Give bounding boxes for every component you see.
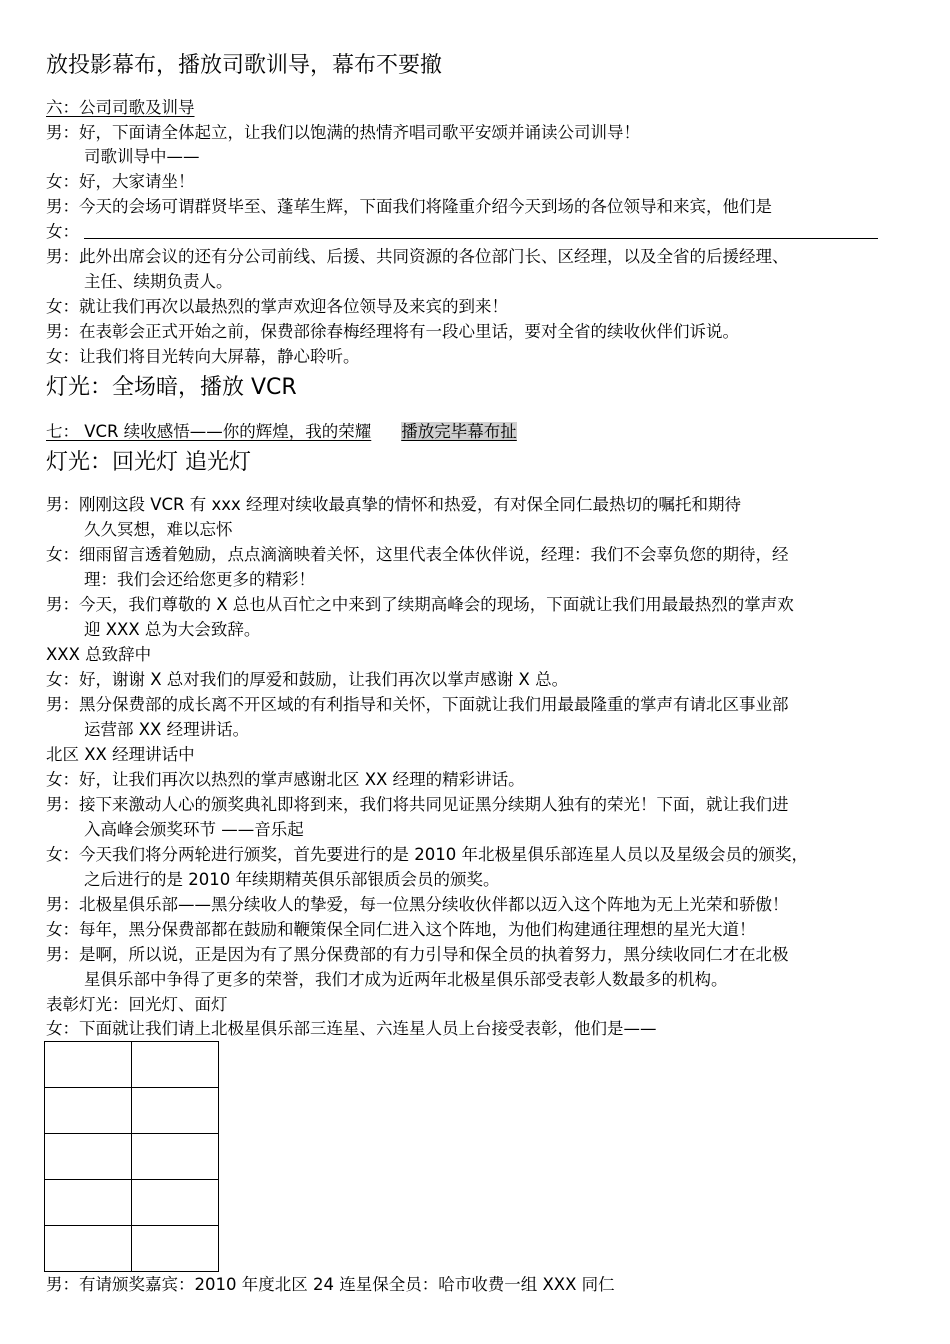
table-cell: [45, 1134, 132, 1180]
table-row: [45, 1042, 219, 1088]
script-line: 男：此外出席会议的还有分公司前线、后援、共同资源的各位部门长、区经理，以及全省的后援经理、: [46, 247, 789, 266]
table-cell: [45, 1180, 132, 1226]
table-cell: [132, 1088, 219, 1134]
table-cell: [45, 1042, 132, 1088]
section-7-title: 七： VCR 续收感悟——你的辉煌，我的荣耀: [46, 422, 372, 441]
script-line-continued: 主任、续期负责人。: [84, 272, 233, 291]
script-line: 女：就让我们再次以最热烈的掌声欢迎各位领导及来宾的到来！: [46, 297, 508, 316]
script-line: 女：今天我们将分两轮进行颁奖，首先要进行的是 2010 年北极星俱乐部连星人员以及星级会员的颁奖，: [46, 845, 808, 864]
section-7-heading: [46, 420, 517, 444]
blank-fill-line: [84, 238, 878, 239]
script-line: 女：: [46, 222, 79, 241]
table-cell: [132, 1180, 219, 1226]
script-line: 女：每年，黑分保费部都在鼓励和鞭策保全同仁进入这个阵地，为他们构建通往理想的星光大道！: [46, 920, 756, 939]
script-line: 女：好，大家请坐！: [46, 172, 195, 191]
table-row: [45, 1088, 219, 1134]
table-cell: [45, 1088, 132, 1134]
table-row: [45, 1226, 219, 1272]
table-row: [45, 1180, 219, 1226]
script-line-continued: 久久冥想，难以忘怀: [84, 520, 233, 539]
table-cell: [132, 1134, 219, 1180]
script-line-continued: 运营部 XX 经理讲话。: [84, 720, 250, 739]
script-line: 男：北极星俱乐部——黑分续收人的挚爱，每一位黑分续收伙伴都以迈入这个阵地为无上光荣和骄傲！: [46, 895, 789, 914]
script-line: 男：接下来激动人心的颁奖典礼即将到来，我们将共同见证黑分续期人独有的荣光！下面，就让我们进: [46, 795, 789, 814]
script-line-continued: 入高峰会颁奖环节 ——音乐起: [84, 820, 304, 839]
script-line: 男：有请颁奖嘉宾：2010 年度北区 24 连星保全员：哈市收费一组 XXX 同仁: [46, 1275, 615, 1294]
script-line: 女：让我们将目光转向大屏幕，静心聆听。: [46, 347, 360, 366]
script-line: 男：好，下面请全体起立，让我们以饱满的热情齐唱司歌平安颂并诵读公司训导！: [46, 123, 640, 142]
awardee-name-grid: [44, 1041, 219, 1272]
stage-direction-projection: 放投影幕布，播放司歌训导，幕布不要撤: [46, 53, 443, 78]
script-line: 女：好，谢谢 X 总对我们的厚爱和鼓励，让我们再次以掌声感谢 X 总。: [46, 670, 569, 689]
script-line-continued: 之后进行的是 2010 年续期精英俱乐部银质会员的颁奖。: [84, 870, 500, 889]
script-line: 男：黑分保费部的成长离不开区域的有利指导和关怀，下面就让我们用最最隆重的掌声有请北区事业部: [46, 695, 789, 714]
stage-note: 司歌训导中——: [84, 147, 200, 166]
stage-direction-lighting: 灯光：全场暗，播放 VCR: [46, 375, 297, 400]
stage-note: 北区 XX 经理讲话中: [46, 745, 195, 764]
script-line: 女：好，让我们再次以热烈的掌声感谢北区 XX 经理的精彩讲话。: [46, 770, 525, 789]
stage-direction-lighting: 表彰灯光：回光灯、面灯: [46, 995, 228, 1014]
section-7-highlight: 播放完毕幕布扯: [401, 422, 517, 441]
script-line: 男：今天，我们尊敬的 X 总也从百忙之中来到了续期高峰会的现场，下面就让我们用最最热烈的掌声欢: [46, 595, 794, 614]
table-cell: [45, 1226, 132, 1272]
stage-direction-lighting: 灯光：回光灯 追光灯: [46, 450, 251, 475]
table-cell: [132, 1226, 219, 1272]
script-line: 男：刚刚这段 VCR 有 xxx 经理对续收最真挚的情怀和热爱，有对保全同仁最热切的嘱托和期待: [46, 495, 742, 514]
section-6-title: 六：公司司歌及训导: [46, 98, 195, 117]
script-line: 女：下面就让我们请上北极星俱乐部三连星、六连星人员上台接受表彰，他们是——: [46, 1019, 657, 1038]
script-line: 男：是啊，所以说，正是因为有了黑分保费部的有力引导和保全员的执着努力，黑分续收同仁才在北极: [46, 945, 789, 964]
script-line: 男：在表彰会正式开始之前，保费部徐春梅经理将有一段心里话，要对全省的续收伙伴们诉说。: [46, 322, 739, 341]
script-line-continued: 理：我们会还给您更多的精彩！: [84, 570, 315, 589]
script-line: 女：细雨留言透着勉励，点点滴滴映着关怀，这里代表全体伙伴说，经理：我们不会辜负您的期待，经: [46, 545, 789, 564]
stage-note: XXX 总致辞中: [46, 645, 152, 664]
script-line-continued: 星俱乐部中争得了更多的荣誉，我们才成为近两年北极星俱乐部受表彰人数最多的机构。: [84, 970, 728, 989]
table-row: [45, 1134, 219, 1180]
script-line-continued: 迎 XXX 总为大会致辞。: [84, 620, 261, 639]
script-line: 男：今天的会场可谓群贤毕至、蓬荜生辉，下面我们将隆重介绍今天到场的各位领导和来宾，他们是: [46, 197, 772, 216]
table-cell: [132, 1042, 219, 1088]
